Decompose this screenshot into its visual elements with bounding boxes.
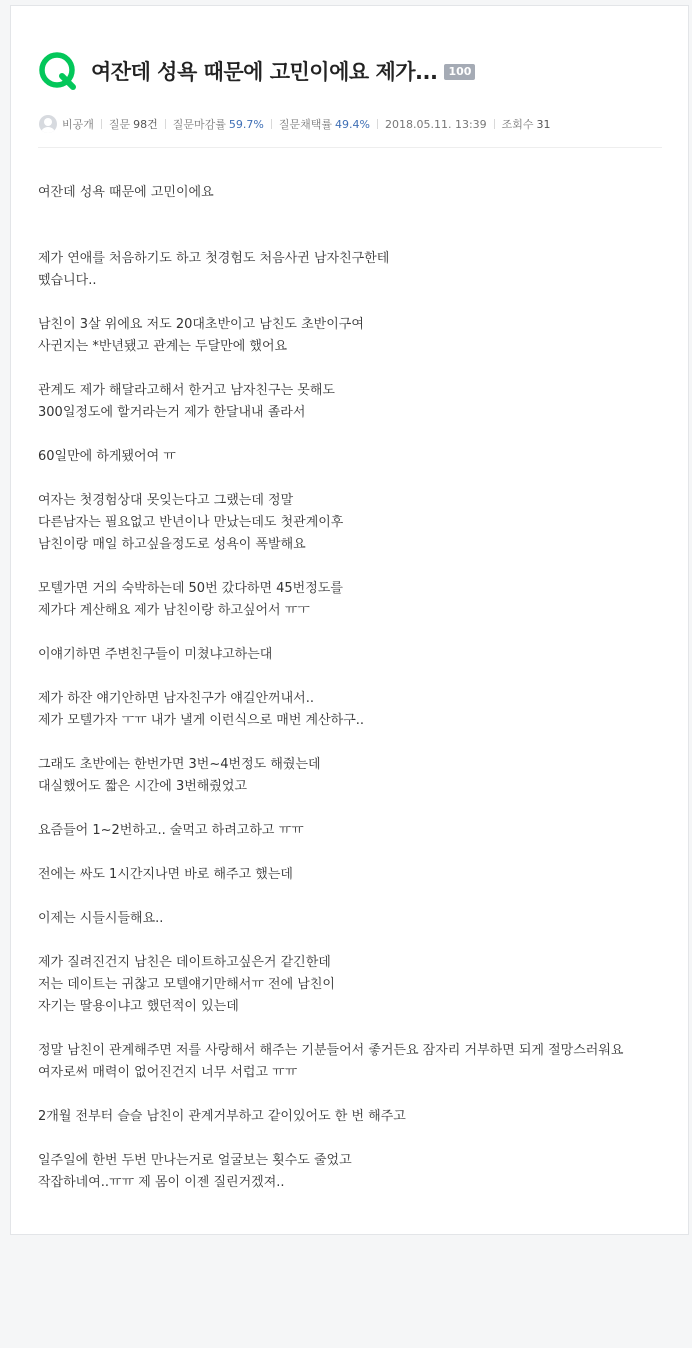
question-count-label: 질문 [108, 118, 131, 131]
view-count [502, 116, 551, 132]
meta-divider [271, 119, 272, 129]
body-line: 그래도 초반에는 한번가면 3번~4번정도 해줬는데 [38, 757, 321, 772]
body-line [38, 1326, 668, 1348]
body-line [38, 556, 668, 578]
body-line [38, 798, 668, 820]
body-line: 일주일에 한번 두번 만나는거로 얼굴보는 횟수도 줄었고 [38, 1153, 352, 1168]
body-line: 남친이 3살 위에요 저도 20대초반이고 남친도 초반이구여 [38, 317, 364, 332]
body-line [38, 1128, 668, 1150]
question-meta [39, 114, 551, 134]
body-line: 여잔데 성욕 때문에 고민이에요 [38, 185, 214, 200]
closing-rate [173, 116, 264, 132]
meta-divider [165, 119, 166, 129]
body-line [38, 886, 668, 908]
body-line: 제가 모텔가자 ㅜㅠ 내가 낼게 이런식으로 매번 계산하구.. [38, 713, 365, 728]
header-divider [38, 147, 662, 148]
question-header [38, 49, 475, 93]
question-title: 여잔데 성욕 때문에 고민이에요 제가... [91, 60, 438, 84]
body-line: 작잡하네여..ㅠㅠ 제 몸이 이젠 질린거겠져.. [38, 1175, 285, 1190]
body-line [38, 1282, 668, 1304]
body-line [38, 424, 668, 446]
view-count-label: 조회수 [501, 118, 534, 131]
body-line: 남친이랑 매일 하고싶을정도로 성욕이 폭발해요 [38, 537, 306, 552]
body-line: 여자로써 매력이 없어진건지 너무 서럽고 ㅠㅠ [38, 1065, 298, 1080]
body-line [38, 1304, 668, 1326]
body-line: 제가 질려진건지 남친은 데이트하고싶은거 같긴한데 [38, 955, 331, 970]
body-line: 자기는 딸용이냐고 했던적이 있는데 [38, 999, 239, 1014]
selection-rate-value: 49.4% [335, 118, 370, 131]
body-line [38, 1084, 668, 1106]
body-line [38, 204, 668, 226]
body-line: 2개월 전부터 슬슬 남친이 관계거부하고 같이있어도 한 번 해주고 [38, 1109, 406, 1124]
body-line: 여자는 첫경험상대 못잊는다고 그랬는데 정말 [38, 493, 294, 508]
selection-rate [279, 116, 370, 132]
body-line: 제가 하잔 얘기안하면 남자친구가 얘길안꺼내서.. [38, 691, 314, 706]
body-line [38, 930, 668, 952]
closing-rate-value: 59.7% [228, 118, 264, 131]
meta-divider [494, 119, 495, 129]
view-count-value: 31 [536, 118, 551, 131]
author-name: 비공개 [62, 118, 94, 131]
question-count[interactable] [109, 116, 158, 132]
body-line [38, 842, 668, 864]
question-count-value: 98건 [133, 118, 158, 131]
post-datetime: 2018.05.11. 13:39 [384, 117, 487, 131]
body-line: 저는 데이트는 귀찮고 모텔얘기만해서ㅠ 전에 남친이 [38, 977, 335, 992]
body-line [38, 292, 668, 314]
meta-divider [101, 119, 102, 129]
body-line: 관계도 제가 해달라고해서 한거고 남자친구는 못해도 [38, 383, 335, 398]
question-card [10, 5, 689, 1235]
body-line: 요즘들어 1~2번하고.. 술먹고 하려고하고 ㅠㅠ [38, 823, 304, 838]
points-badge: 100 [444, 64, 475, 80]
body-line: 전에는 싸도 1시간지나면 바로 해주고 했는데 [38, 867, 293, 882]
body-line: 이얘기하면 주변친구들이 미쳤냐고하는대 [38, 647, 273, 662]
body-line [38, 732, 668, 754]
body-line [38, 1194, 668, 1216]
body-line: 대실했어도 짧은 시간에 3번해줬었고 [38, 779, 248, 794]
body-line: 이제는 시들시들해요.. [38, 911, 164, 926]
body-line: 다른남자는 필요없고 반년이나 만났는데도 첫관계이후 [38, 515, 344, 530]
body-line [38, 666, 668, 688]
body-line: 정말 남친이 관계해주면 저를 사랑해서 해주는 기분들어서 좋거든요 잠자리 거부하면 되게 절망스러워요 [38, 1043, 624, 1058]
body-line [38, 226, 668, 248]
body-line [38, 622, 668, 644]
body-line: 제가 연애를 처음하기도 하고 첫경험도 처음사귄 남자친구한테 [38, 251, 390, 266]
selection-rate-label: 질문채택률 [278, 118, 333, 131]
body-line: 사귄지는 *반년됐고 관계는 두달만에 했어요 [38, 339, 288, 354]
meta-divider [377, 119, 378, 129]
q-icon [38, 51, 78, 91]
body-line [38, 358, 668, 380]
closing-rate-label: 질문마감률 [172, 118, 226, 131]
body-line [38, 468, 668, 490]
body-line [38, 1216, 668, 1238]
body-line: 300일정도에 할거라는거 제가 한달내내 졸라서 [38, 405, 306, 420]
body-line: 60일만에 하게됐어여 ㅠ [38, 449, 176, 464]
body-line [38, 1260, 668, 1282]
body-line [38, 1018, 668, 1040]
body-line: 제가다 계산해요 제가 남친이랑 하고싶어서 ㅠㅜ [38, 603, 310, 618]
body-line [38, 1238, 668, 1260]
body-line: 뗐습니다.. [38, 273, 97, 288]
question-body [38, 182, 668, 1348]
body-line: 모텔가면 거의 숙박하는데 50번 갔다하면 45번정도를 [38, 581, 343, 596]
avatar-icon [39, 115, 57, 133]
